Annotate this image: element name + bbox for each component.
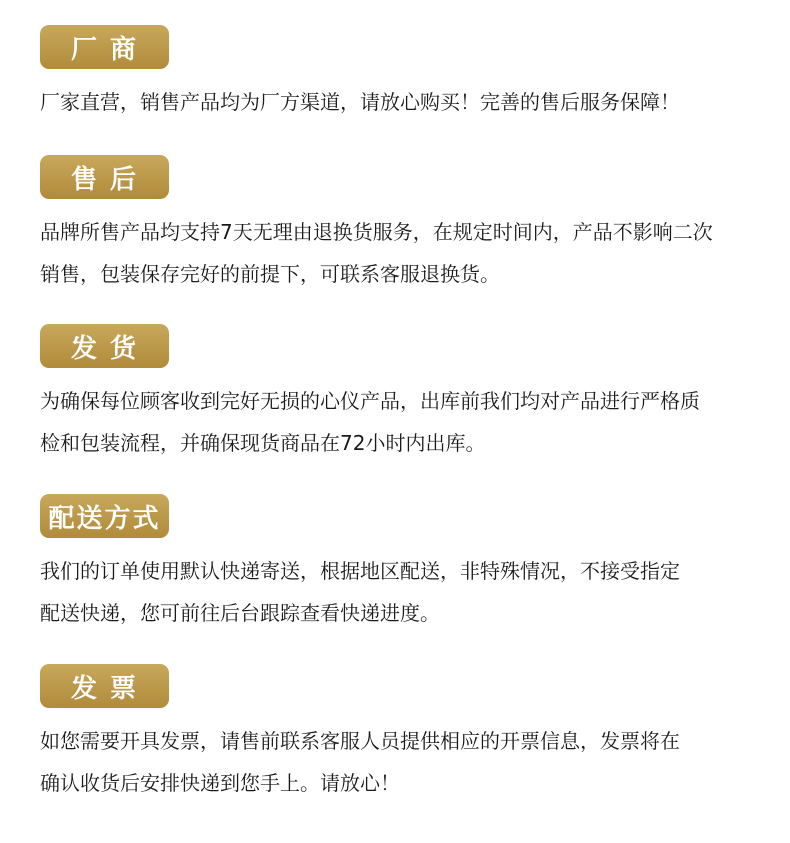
text-line: 销售，包装保存完好的前提下，可联系客服退换货。 — [40, 262, 500, 286]
section-text — [40, 380, 770, 464]
section-text — [40, 211, 770, 295]
section-title-badge: 发 票 — [40, 664, 169, 708]
section-title-badge: 售 后 — [40, 155, 169, 199]
text-line: 我们的订单使用默认快递寄送，根据地区配送，非特殊情况，不接受指定 — [40, 559, 680, 583]
text-line: 厂家直营，销售产品均为厂方渠道，请放心购买！完善的售后服务保障！ — [40, 90, 680, 114]
text-line: 检和包装流程，并确保现货商品在72小时内出库。 — [40, 431, 486, 455]
section-text — [40, 550, 770, 634]
section-text — [40, 81, 770, 123]
text-line: 为确保每位顾客收到完好无损的心仪产品，出库前我们均对产品进行严格质 — [40, 389, 700, 413]
text-line: 配送快递，您可前往后台跟踪查看快递进度。 — [40, 601, 440, 625]
text-line: 品牌所售产品均支持7天无理由退换货服务，在规定时间内，产品不影响二次 — [40, 220, 713, 244]
section-title-badge: 厂 商 — [40, 25, 169, 69]
text-line: 确认收货后安排快递到您手上。请放心！ — [40, 771, 400, 795]
section-title-badge: 配送方式 — [40, 494, 169, 538]
text-line: 如您需要开具发票，请售前联系客服人员提供相应的开票信息，发票将在 — [40, 729, 680, 753]
section-title-badge: 发 货 — [40, 324, 169, 368]
section-text — [40, 720, 770, 804]
